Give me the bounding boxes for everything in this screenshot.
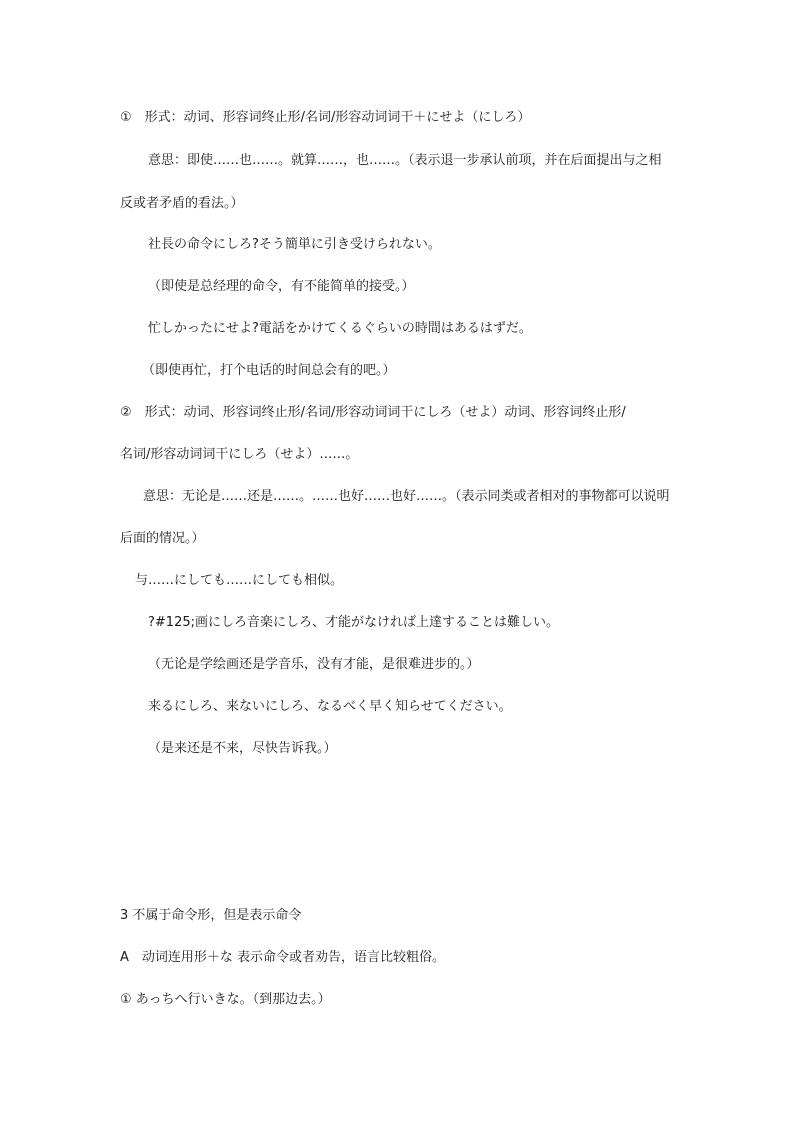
- example-2-japanese: 忙しかったにせよ?電話をかけてくるぐらいの時間はあるはずだ。: [148, 321, 532, 336]
- meaning-2-continuation: 后面的情况。）: [120, 531, 205, 546]
- example-3-translation: （无论是学绘画还是学音乐，没有才能，是很难进步的。）: [148, 657, 480, 672]
- subsection-a-heading: A 动词连用形＋な 表示命令或者劝告，语言比较粗俗。: [120, 950, 446, 965]
- example-2-translation: （即使再忙，打个电话的时间总会有的吧。）: [142, 363, 396, 378]
- form-2-heading: ② 形式：动词、形容词终止形/名词/形容动词词干にしろ（せよ）动词、形容词终止形/: [120, 405, 626, 420]
- section-3-heading: 3 不属于命令形，但是表示命令: [120, 908, 302, 923]
- meaning-2-text: 意思：无论是……还是……。……也好……也好……。（表示同类或者相对的事物都可以说明: [143, 489, 670, 504]
- form-2-continuation: 名词/形容动词词干にしろ（せよ）……。: [120, 447, 359, 462]
- example-1-translation: （即使是总经理的命令，有不能简单的接受。）: [148, 279, 415, 294]
- example-4-translation: （是来还是不来，尽快告诉我。）: [148, 741, 337, 756]
- example-1-japanese: 社長の命令にしろ?そう簡単に引き受けられない。: [148, 237, 441, 252]
- example-5: ① あっちへ行いきな。（到那边去。）: [120, 992, 331, 1007]
- form-1-heading: ① 形式：动词、形容词终止形/名词/形容动词词干＋にせよ（にしろ）: [120, 110, 531, 125]
- example-4-japanese: 来るにしろ、来ないにしろ、なるべく早く知らせてください。: [148, 699, 512, 714]
- example-3-japanese: ?#125;画にしろ音楽にしろ、才能がなければ上達することは難しい。: [148, 615, 559, 630]
- meaning-1-continuation: 反或者矛盾的看法。）: [120, 196, 244, 211]
- similar-note: 与……にしても……にしても相似。: [135, 573, 344, 588]
- meaning-1-text: 意思：即使……也……。就算……，也……。（表示退一步承认前项，并在后面提出与之相: [148, 153, 662, 168]
